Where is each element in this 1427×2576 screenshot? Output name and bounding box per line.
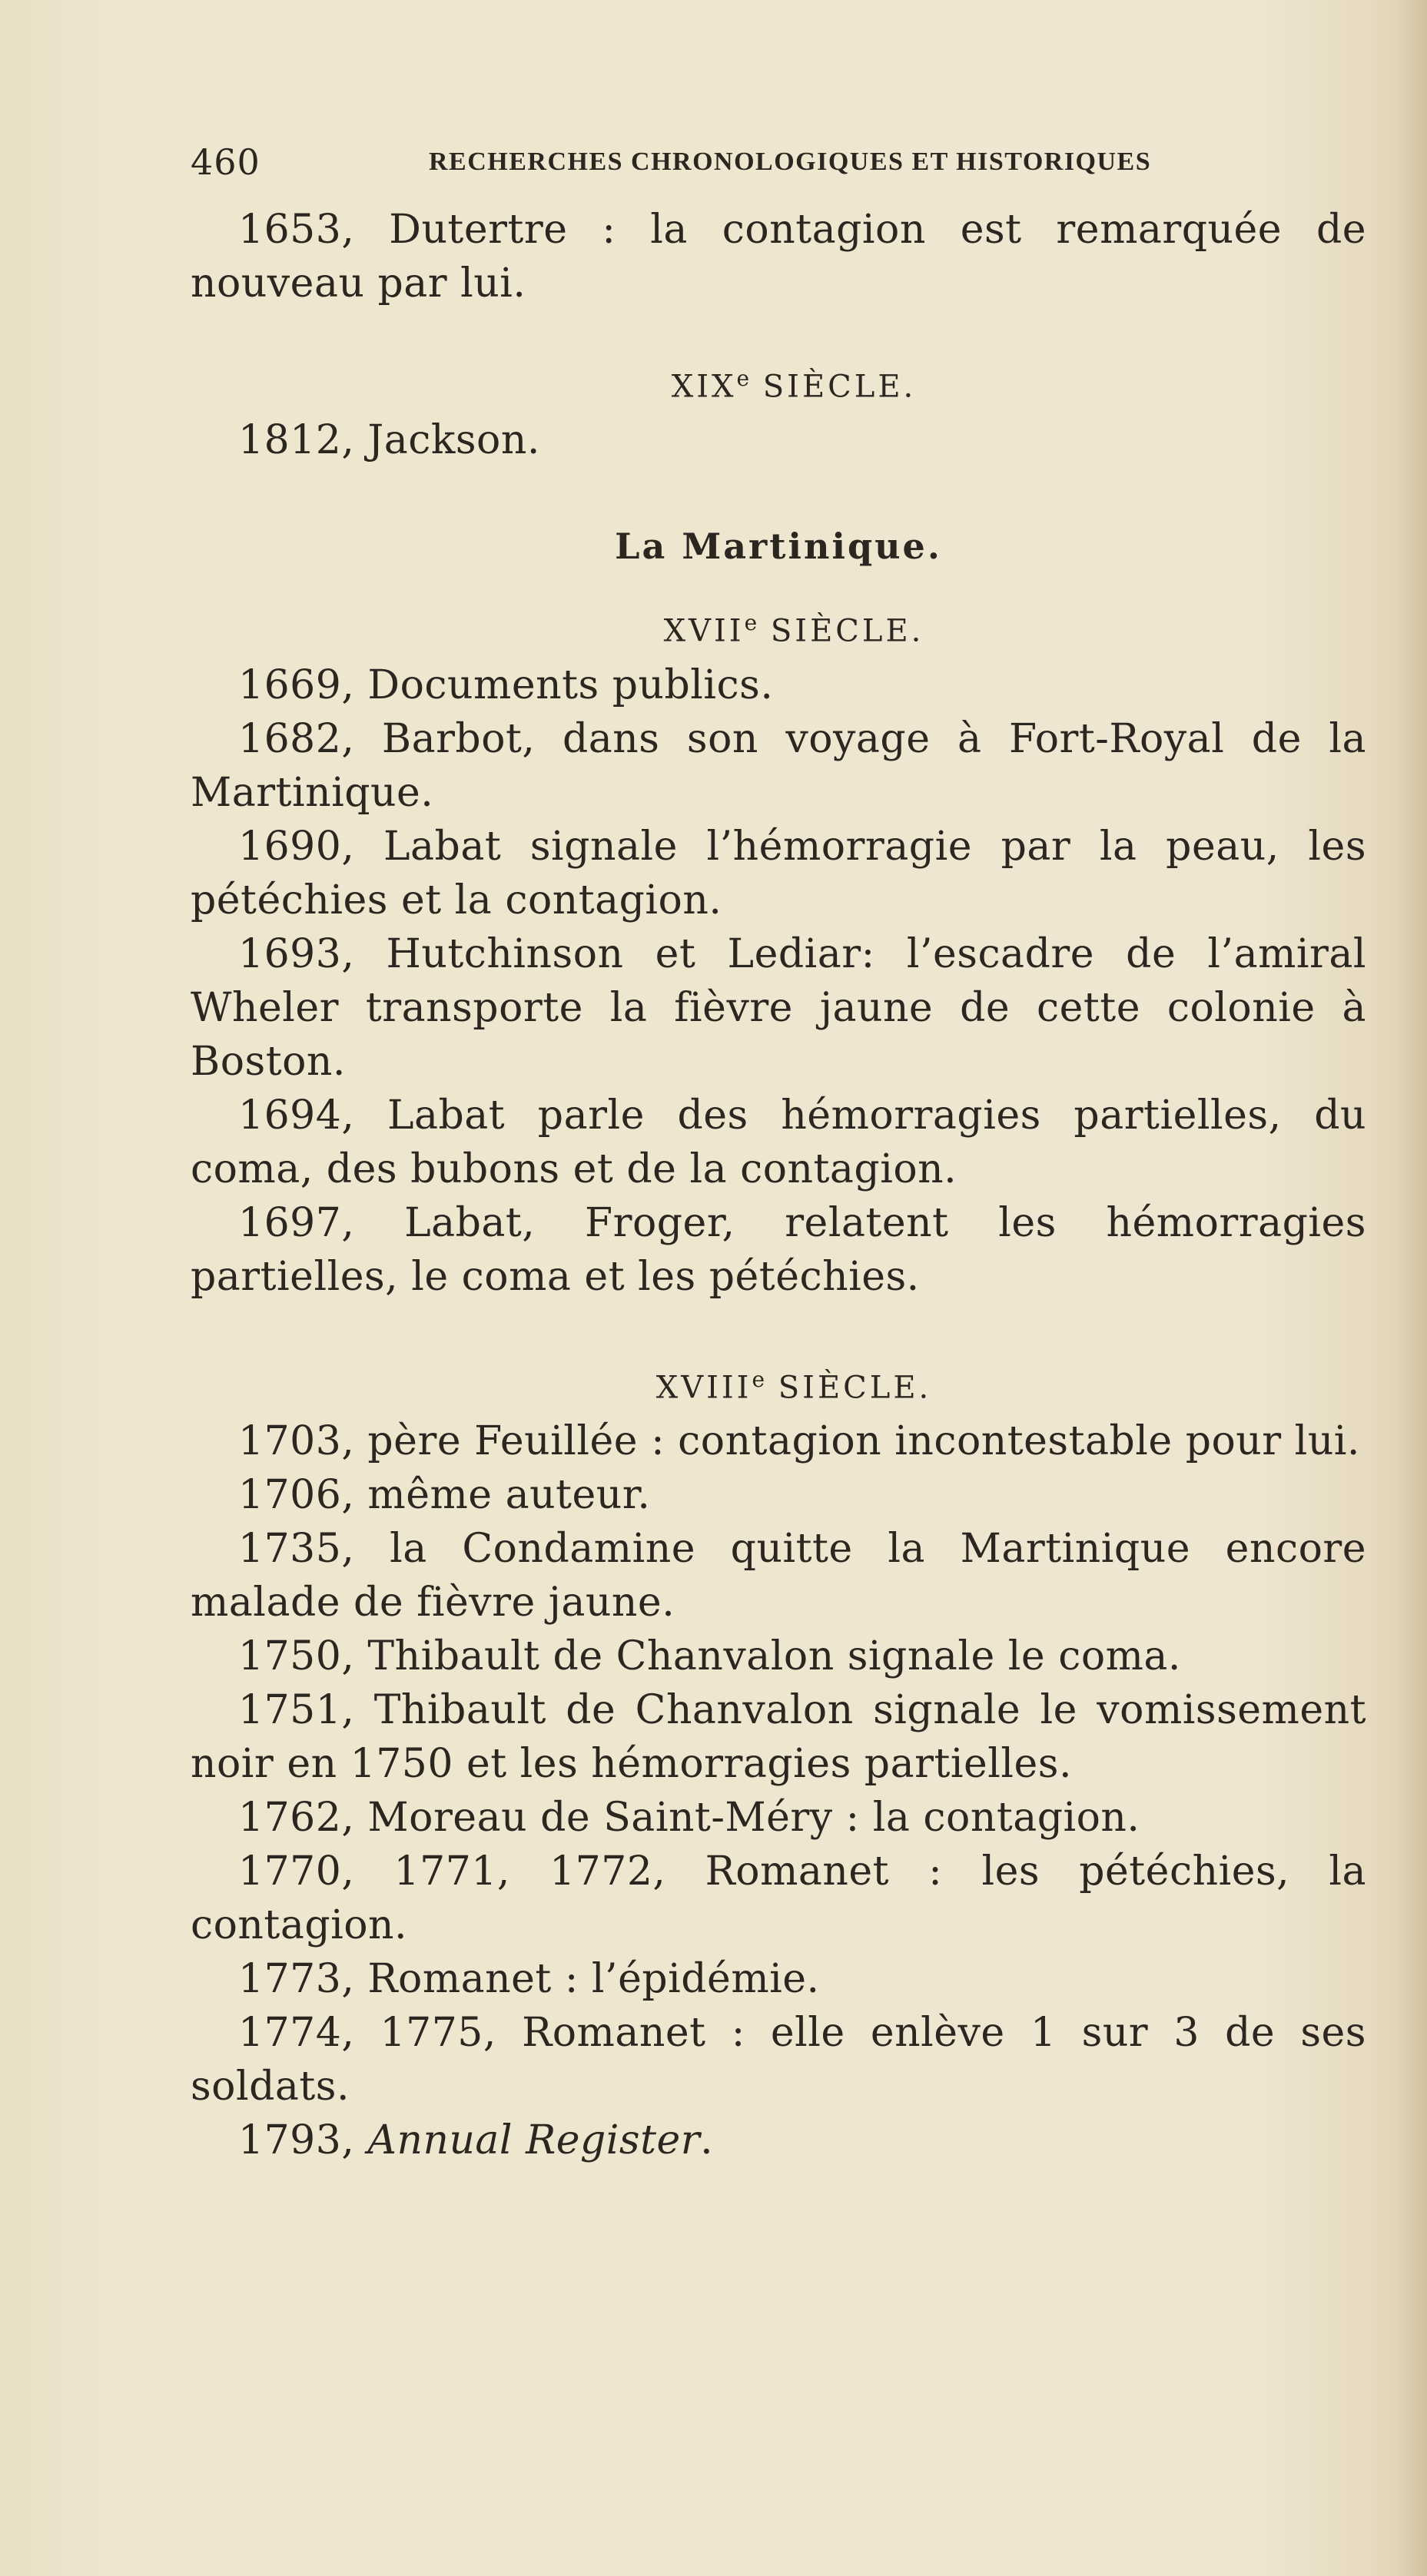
entry-1793-lead: 1793, — [238, 2117, 368, 2163]
century-numeral: XVII — [663, 613, 745, 649]
page-edge-shadow — [1396, 0, 1427, 2576]
entry-1703: 1703, père Feuillée : contagion incontestable pour lui. — [238, 1417, 1360, 1464]
century-heading-xix — [191, 352, 1366, 413]
entry-1750: 1750, Thibault de Chanvalon signale le coma. — [238, 1633, 1181, 1679]
entry-1706: 1706, même auteur. — [238, 1471, 651, 1518]
entry-1812: 1812, Jackson. — [238, 417, 540, 464]
century-superscript: e — [752, 1366, 766, 1392]
section-title-martinique: La Martinique. — [615, 525, 942, 568]
century-heading-xvii — [191, 596, 1366, 658]
entry-1690: 1690, Labat signale l’hémorragie par la peau, les pétéchies et la contagion. — [191, 823, 1366, 923]
entry-1682: 1682, Barbot, dans son voyage à Fort-Royal de la Martinique. — [191, 715, 1366, 816]
century-word: SIÈCLE. — [770, 613, 924, 649]
page-number: 460 — [191, 141, 261, 183]
entry-1653: 1653, Dutertre : la contagion est remarquée de nouveau par lui. — [191, 207, 1366, 307]
page-body — [191, 203, 1366, 2167]
entry-1762: 1762, Moreau de Saint-Méry : la contagion. — [238, 1794, 1140, 1841]
page-header — [191, 141, 1243, 187]
century-heading-xviii — [191, 1353, 1366, 1414]
entry-1773: 1773, Romanet : l’épidémie. — [238, 1955, 820, 2002]
century-numeral: XVIII — [655, 1369, 752, 1405]
century-word: SIÈCLE. — [762, 369, 917, 405]
entry-1770: 1770, 1771, 1772, Romanet : les pétéchies, la contagion. — [191, 1848, 1366, 1948]
century-numeral: XIX — [671, 369, 737, 405]
century-superscript: e — [736, 366, 751, 391]
entry-1793-source: Annual Register — [367, 2117, 701, 2163]
century-word: SIÈCLE. — [778, 1369, 932, 1405]
running-head: RECHERCHES CHRONOLOGIQUES ET HISTORIQUES — [429, 148, 1152, 176]
century-superscript: e — [744, 610, 758, 636]
entry-1669: 1669, Documents publics. — [238, 661, 774, 708]
entry-1693: 1693, Hutchinson et Lediar: l’escadre de l’amiral Wheler transporte la fièvre jaune de cette colonie à Boston. — [191, 930, 1366, 1085]
entry-1694: 1694, Labat parle des hémorragies partielles, du coma, des bubons et de la contagion. — [191, 1092, 1366, 1192]
entry-1751: 1751, Thibault de Chanvalon signale le vomissement noir en 1750 et les hémorragies partielles. — [191, 1686, 1366, 1787]
entry-1697: 1697, Labat, Froger, relatent les hémorragies partielles, le coma et les pétéchies. — [191, 1199, 1366, 1300]
entry-1793-tail: . — [700, 2117, 714, 2163]
entry-1774: 1774, 1775, Romanet : elle enlève 1 sur 3 de ses soldats. — [191, 2009, 1366, 2110]
entry-1793 — [191, 2114, 1366, 2167]
entry-1735: 1735, la Condamine quitte la Martinique encore malade de fièvre jaune. — [191, 1525, 1366, 1626]
